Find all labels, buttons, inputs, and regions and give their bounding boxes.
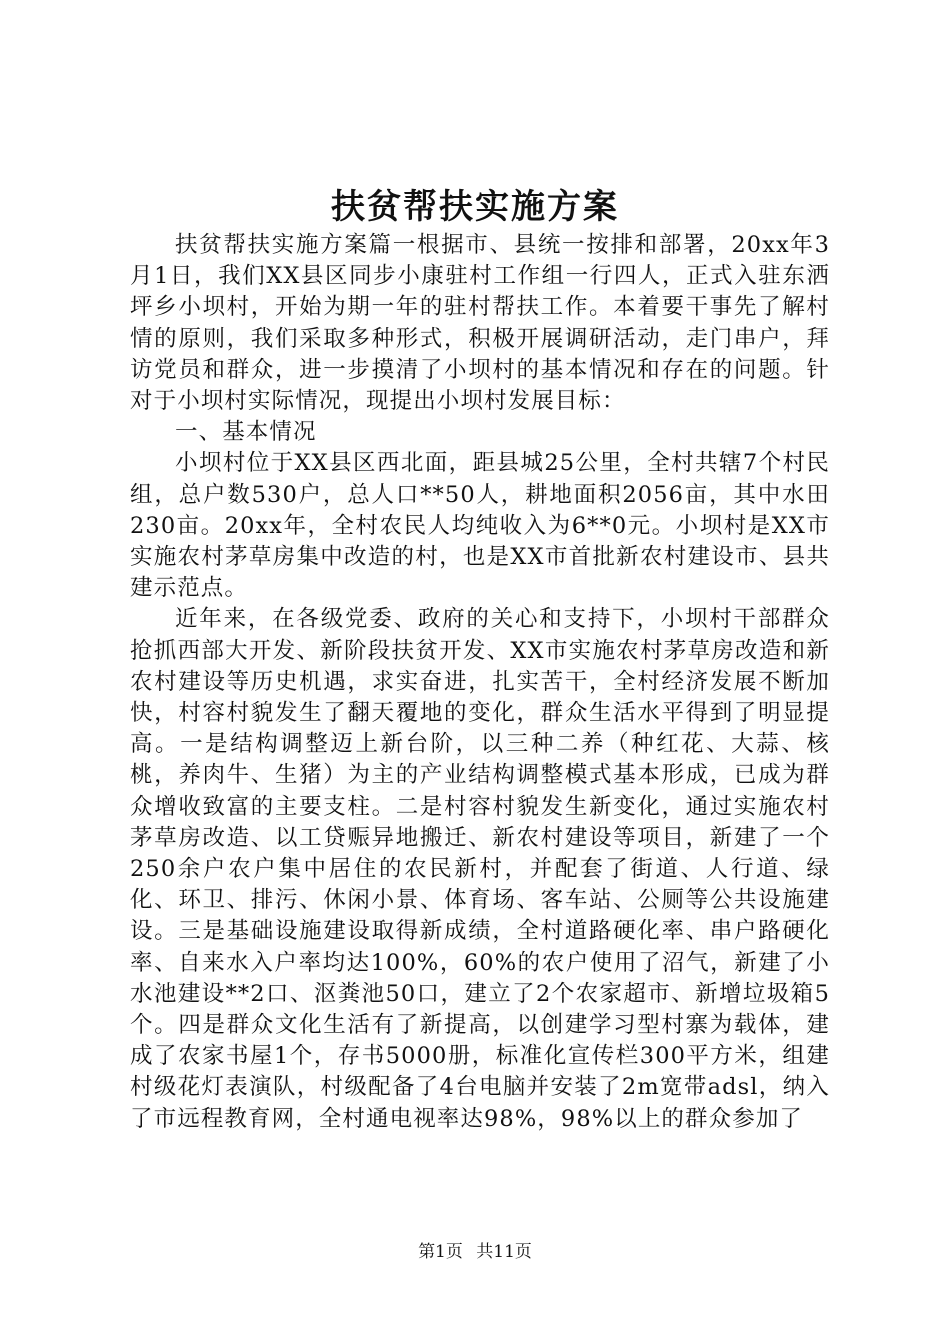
page-footer <box>0 1240 950 1264</box>
document-title: 扶贫帮扶实施方案 <box>331 187 619 227</box>
document-body <box>130 230 830 1135</box>
page-total: 共11页 <box>476 1242 532 1262</box>
page-number: 第1页 <box>418 1242 463 1262</box>
section-heading-basic-situation: 一、基本情况 <box>175 419 317 446</box>
paragraph-recent-development: 近年来，在各级党委、政府的关心和支持下，小坝村干部群众抢抓西部大开发、新阶段扶贫开发、XX市实施农村茅草房改造和新农村建设等历史机遇，求实奋进，扎实苦干，全村经济发展不断加快，村容村貌发生了翻天覆地的变化，群众生活水平得到了明显提高。一是结构调整迈上新台阶，以三种二养（种红花、大蒜、核桃，养肉牛、生猪）为主的产业结构调整模式基本形成，已成为群众增收致富的主要支柱。二是村容村貌发生新变化，通过实施农村茅草房改造、以工贷赈异地搬迁、新农村建设等项目，新建了一个250余户农户集中居住的农民新村，并配套了街道、人行道、绿化、环卫、排污、休闲小景、体育场、客车站、公厕等公共设施建设。三是基础设施建设取得新成绩，全村道路硬化率、串户路硬化率、自来水入户率均达100%，60%的农户使用了沼气，新建了小水池建设**2口、沤粪池50口，建立了2个农家超市、新增垃圾箱5个。四是群众文化生活有了新提高，以创建学习型村寨为载体，建成了农家书屋1个，存书5000册，标准化宣传栏300平方米，组建村级花灯表演队，村级配备了4台电脑并安装了2m宽带adsl，纳入了市远程教育网，全村通电视率达98%，98%以上的群众参加了 <box>130 606 830 1132</box>
paragraph-intro: 扶贫帮扶实施方案篇一根据市、县统一按排和部署，20xx年3月1日，我们XX县区同步小康驻村工作组一行四人，正式入驻东洒坪乡小坝村，开始为期一年的驻村帮扶工作。本着要干事先了解村情的原则，我们采取多种形式，积极开展调研活动，走门串户，拜访党员和群众，进一步摸清了小坝村的基本情况和存在的问题。针对于小坝村实际情况，现提出小坝村发展目标： <box>130 232 830 415</box>
paragraph-village-overview: 小坝村位于XX县区西北面，距县城25公里，全村共辖7个村民组，总户数530户，总人口**50人，耕地面积2056亩，其中水田230亩。20xx年，全村农民人均纯收入为6**0元。小坝村是XX市实施农村茅草房集中改造的村，也是XX市首批新农村建设市、县共建示范点。 <box>130 450 830 602</box>
